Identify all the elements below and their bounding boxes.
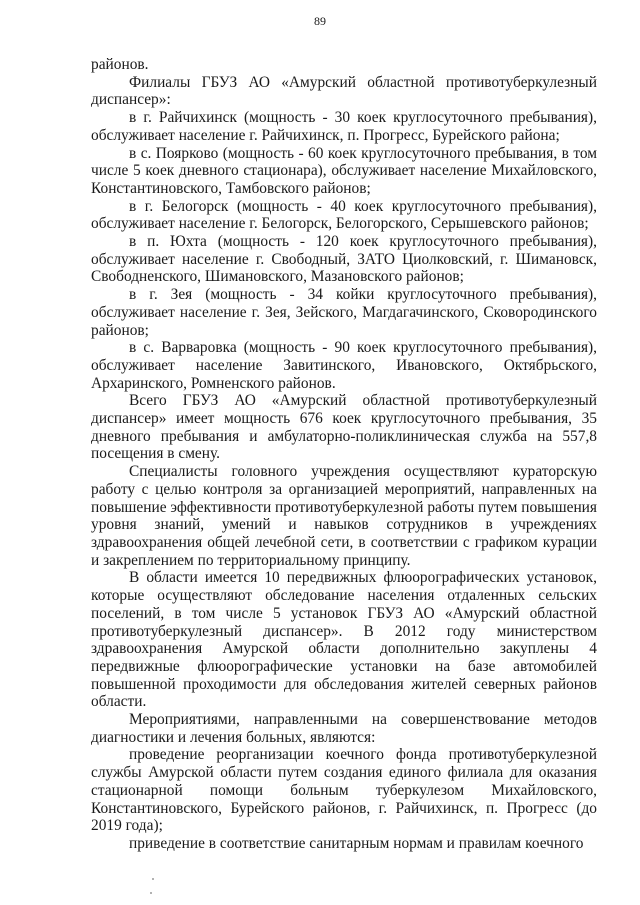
paragraph: в г. Белогорск (мощность - 40 коек круглосуточного пребывания), обслуживает население г. Белогорск, Белогорского, Серышевского районов; (91, 197, 597, 233)
paragraph: Специалисты головного учреждения осуществляют кураторскую работу с целью контроля за организацией мероприятий, направленных на повышение эффективности противотуберкулезной работы путем повышения уровня знаний, умений и навыков сотрудников в учреждениях здравоохранения общей лечебной сети, в соответствии с графиком курации и закреплением по территориальному принципу. (91, 463, 597, 569)
paragraph: районов. (91, 56, 149, 73)
scan-speck (152, 878, 154, 880)
paragraph: в с. Поярково (мощность - 60 коек круглосуточного пребывания, в том числе 5 коек дневного стационара), обслуживает население Михайловского, Константиновского, Тамбовского районов; (91, 144, 597, 197)
page-number: 89 (314, 14, 326, 28)
paragraph: Всего ГБУЗ АО «Амурский областной противотуберкулезный диспансер» имеет мощность 676 коек круглосуточного пребывания, 35 дневного пребывания и амбулаторно-поликлиническая служба на 557,8 посещения в смену. (91, 392, 597, 463)
paragraph: приведение в соответствие санитарным нормам и правилам коечного (129, 834, 584, 852)
paragraph: в п. Юхта (мощность - 120 коек круглосуточного пребывания), обслуживает население г. Свободный, ЗАТО Циолковский, г. Шимановск, Свободненского, Шимановского, Мазановского районов; (91, 233, 597, 286)
paragraph: в г. Райчихинск (мощность - 30 коек круглосуточного пребывания), обслуживает население г. Райчихинск, п. Прогресс, Бурейского района; (91, 109, 597, 144)
paragraph: Филиалы ГБУЗ АО «Амурский областной противотуберкулезный диспансер»: (91, 73, 597, 109)
paragraph: проведение реорганизации коечного фонда противотуберкулезной службы Амурской области путем создания единого филиала для оказания стационарной помощи больным туберкулезом Михайловского, Константиновского, Бурейского районов, г. Райчихинск, п. Прогресс (до 2019 года); (91, 746, 597, 835)
paragraph: в с. Варваровка (мощность - 90 коек круглосуточного пребывания), обслуживает население Завитинского, Ивановского, Октябрьского, Архаринского, Ромненского районов. (91, 339, 597, 392)
paragraph: Мероприятиями, направленными на совершенствование методов диагностики и лечения больных, являются: (91, 711, 597, 746)
paragraph: в г. Зея (мощность - 34 койки круглосуточного пребывания), обслуживает население г. Зея, Зейского, Магдагачинского, Сковородинского районов; (91, 286, 597, 339)
document-body (91, 56, 597, 853)
paragraph: В области имеется 10 передвижных флюорографических установок, которые осуществляют обследование населения отдаленных сельских поселений, в том числе 5 установок ГБУЗ АО «Амурский областной противотуберкулезный диспансер». В 2012 году министерством здравоохранения Амурской области дополнительно закуплены 4 передвижные флюорографические установки на базе автомобилей повышенной проходимости для обследования жителей северных районов области. (91, 569, 597, 711)
scan-speck (150, 892, 152, 894)
